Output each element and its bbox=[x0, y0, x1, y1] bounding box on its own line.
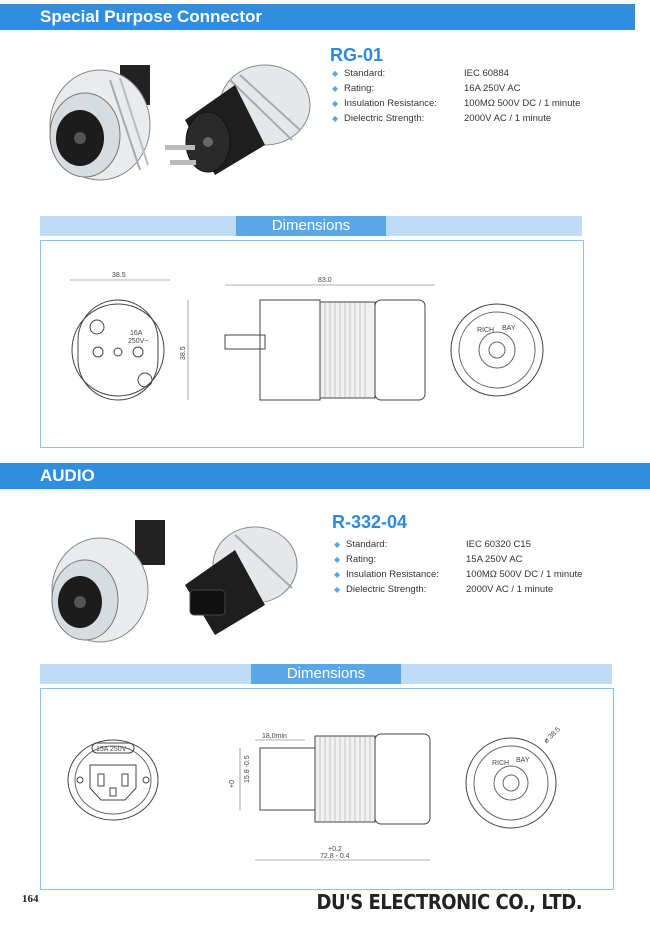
spec-label: Dielectric Strength: bbox=[344, 113, 425, 124]
spec-list-rg01 bbox=[332, 66, 580, 126]
spec-row bbox=[334, 567, 582, 582]
product-photo-rg01 bbox=[30, 50, 320, 200]
spec-value: IEC 60884 bbox=[464, 68, 509, 79]
dim-min: 18.0min bbox=[262, 733, 287, 740]
dim-length: 83.0 bbox=[318, 277, 332, 284]
section-title: AUDIO bbox=[40, 466, 95, 485]
face-rating: 16A bbox=[130, 330, 143, 337]
spec-value: 2000V AC / 1 minute bbox=[466, 584, 554, 595]
spec-value: 15A 250V AC bbox=[466, 554, 523, 565]
bullet-icon: ◆ bbox=[334, 570, 341, 579]
company-name: DU'S ELECTRONIC CO., LTD. bbox=[316, 890, 582, 914]
bullet-icon: ◆ bbox=[332, 114, 339, 123]
dimensions-header-r33204 bbox=[40, 664, 612, 684]
spec-row bbox=[332, 111, 580, 126]
dim-length-tol: +0.2 bbox=[328, 846, 342, 853]
product-photo-r33204 bbox=[40, 510, 310, 650]
product-title-rg01: RG-01 bbox=[330, 45, 384, 65]
spec-row bbox=[334, 537, 582, 552]
spec-row bbox=[332, 96, 580, 111]
spec-value: 100MΩ 500V DC / 1 minute bbox=[466, 569, 583, 580]
spec-row bbox=[334, 582, 582, 597]
spec-label: Dielectric Strength: bbox=[346, 584, 427, 595]
bullet-icon: ◆ bbox=[332, 84, 339, 93]
dimensions-title: Dimensions bbox=[251, 664, 401, 684]
dim-height: 38.5 bbox=[180, 346, 187, 360]
product-title-r33204: R-332-04 bbox=[332, 512, 408, 532]
brand-text-left: RICH bbox=[477, 327, 495, 334]
spec-row bbox=[332, 81, 580, 96]
dimensions-title: Dimensions bbox=[236, 216, 386, 236]
brand-text-right: BAY bbox=[502, 325, 516, 332]
spec-label: Standard: bbox=[344, 68, 386, 79]
section-title: Special Purpose Connector bbox=[40, 7, 262, 26]
dim-diameter: 15.8 -0.5 bbox=[244, 755, 251, 783]
spec-label: Rating: bbox=[346, 554, 377, 565]
bullet-icon: ◆ bbox=[332, 99, 339, 108]
bullet-icon: ◆ bbox=[332, 69, 339, 78]
spec-value: 2000V AC / 1 minute bbox=[464, 113, 552, 124]
section-header-special-purpose bbox=[0, 4, 635, 30]
spec-value: 100MΩ 500V DC / 1 minute bbox=[464, 98, 581, 109]
spec-value: IEC 60320 C15 bbox=[466, 539, 531, 550]
dim-plus-zero: +0 bbox=[229, 780, 236, 788]
spec-value: 16A 250V AC bbox=[464, 83, 521, 94]
spec-list-r33204 bbox=[334, 537, 582, 597]
brand-text-right: BAY bbox=[516, 757, 530, 764]
dim-width: 38.5 bbox=[112, 272, 126, 279]
spec-label: Rating: bbox=[344, 83, 375, 94]
spec-label: Insulation Resistance: bbox=[344, 98, 437, 109]
bullet-icon: ◆ bbox=[334, 585, 341, 594]
spec-row bbox=[334, 552, 582, 567]
face-label: 15A 250V~ bbox=[96, 746, 131, 753]
dim-outer-diameter: ø 38.5 bbox=[542, 726, 562, 746]
spec-label: Insulation Resistance: bbox=[346, 569, 439, 580]
bullet-icon: ◆ bbox=[334, 540, 341, 549]
brand-text-left: RICH bbox=[492, 760, 510, 767]
spec-row bbox=[332, 66, 580, 81]
spec-label: Standard: bbox=[346, 539, 388, 550]
bullet-icon: ◆ bbox=[334, 555, 341, 564]
dimensions-header-rg01 bbox=[40, 216, 582, 236]
dim-length: 72.8 - 0.4 bbox=[320, 853, 350, 860]
dimension-drawing-r33204 bbox=[40, 688, 612, 888]
section-header-audio bbox=[0, 463, 650, 489]
page-number: 164 bbox=[22, 893, 39, 905]
dimension-drawing-rg01 bbox=[40, 240, 582, 446]
face-voltage: 250V~ bbox=[128, 338, 149, 345]
